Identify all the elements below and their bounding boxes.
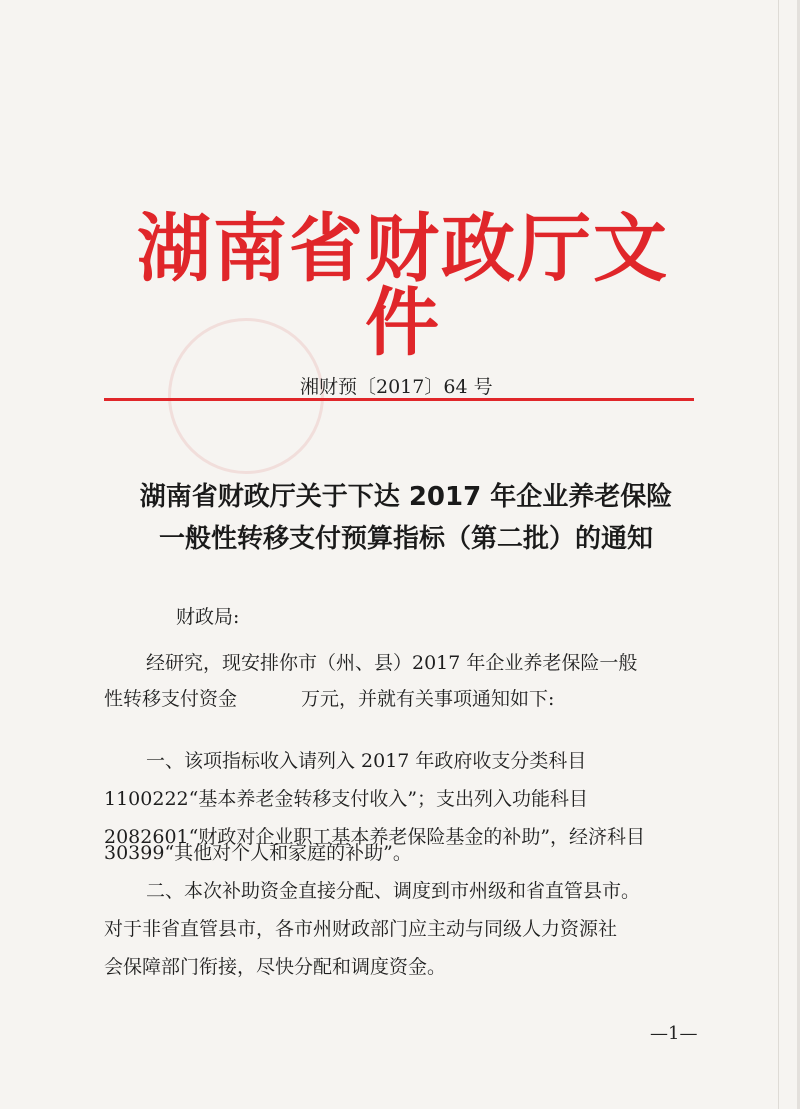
- title-line-1: 湖南省财政厅关于下达 2017 年企业养老保险: [139, 482, 673, 512]
- salutation: 财政局:: [176, 606, 240, 628]
- paragraph-1-line-2-b: 万元，并就有关事项通知如下:: [301, 688, 555, 710]
- fold-line: [778, 0, 779, 1109]
- document-masthead: 湖南省财政厅文件: [137, 206, 669, 366]
- paragraph-2-line-1: 一、该项指标收入请列入 2017 年政府收支分类科目: [146, 750, 587, 772]
- paragraph-2-line-2: 1100222“基本养老金转移支付收入”；支出列入功能科目: [104, 788, 589, 810]
- title-line-2: 一般性转移支付预算指标（第二批）的通知: [158, 524, 653, 554]
- paragraph-2-line-3: 2082601“财政对企业职工基本养老保险基金的补助”，经济科目: [104, 826, 646, 848]
- paragraph-3-line-2: 对于非省直管县市，各市州财政部门应主动与同级人力资源社: [104, 918, 618, 940]
- red-divider-rule: [104, 398, 694, 401]
- paragraph-1-line-2-a: 性转移支付资金: [104, 688, 238, 710]
- paragraph-2-line-4: 30399“其他对个人和家庭的补助”。: [104, 842, 412, 864]
- paragraph-1-line-1: 经研究，现安排你市（州、县）2017 年企业养老保险一般: [146, 652, 638, 674]
- document-title: [96, 476, 716, 560]
- paragraph-1-line-2: [104, 684, 704, 711]
- page-number: —1—: [650, 1023, 698, 1044]
- document-number: 湘财预〔2017〕64 号: [300, 376, 493, 398]
- paragraph-3-line-1: 二、本次补助资金直接分配、调度到市州级和省直管县市。: [146, 880, 641, 902]
- paragraph-3-line-3: 会保障部门衔接，尽快分配和调度资金。: [104, 956, 447, 978]
